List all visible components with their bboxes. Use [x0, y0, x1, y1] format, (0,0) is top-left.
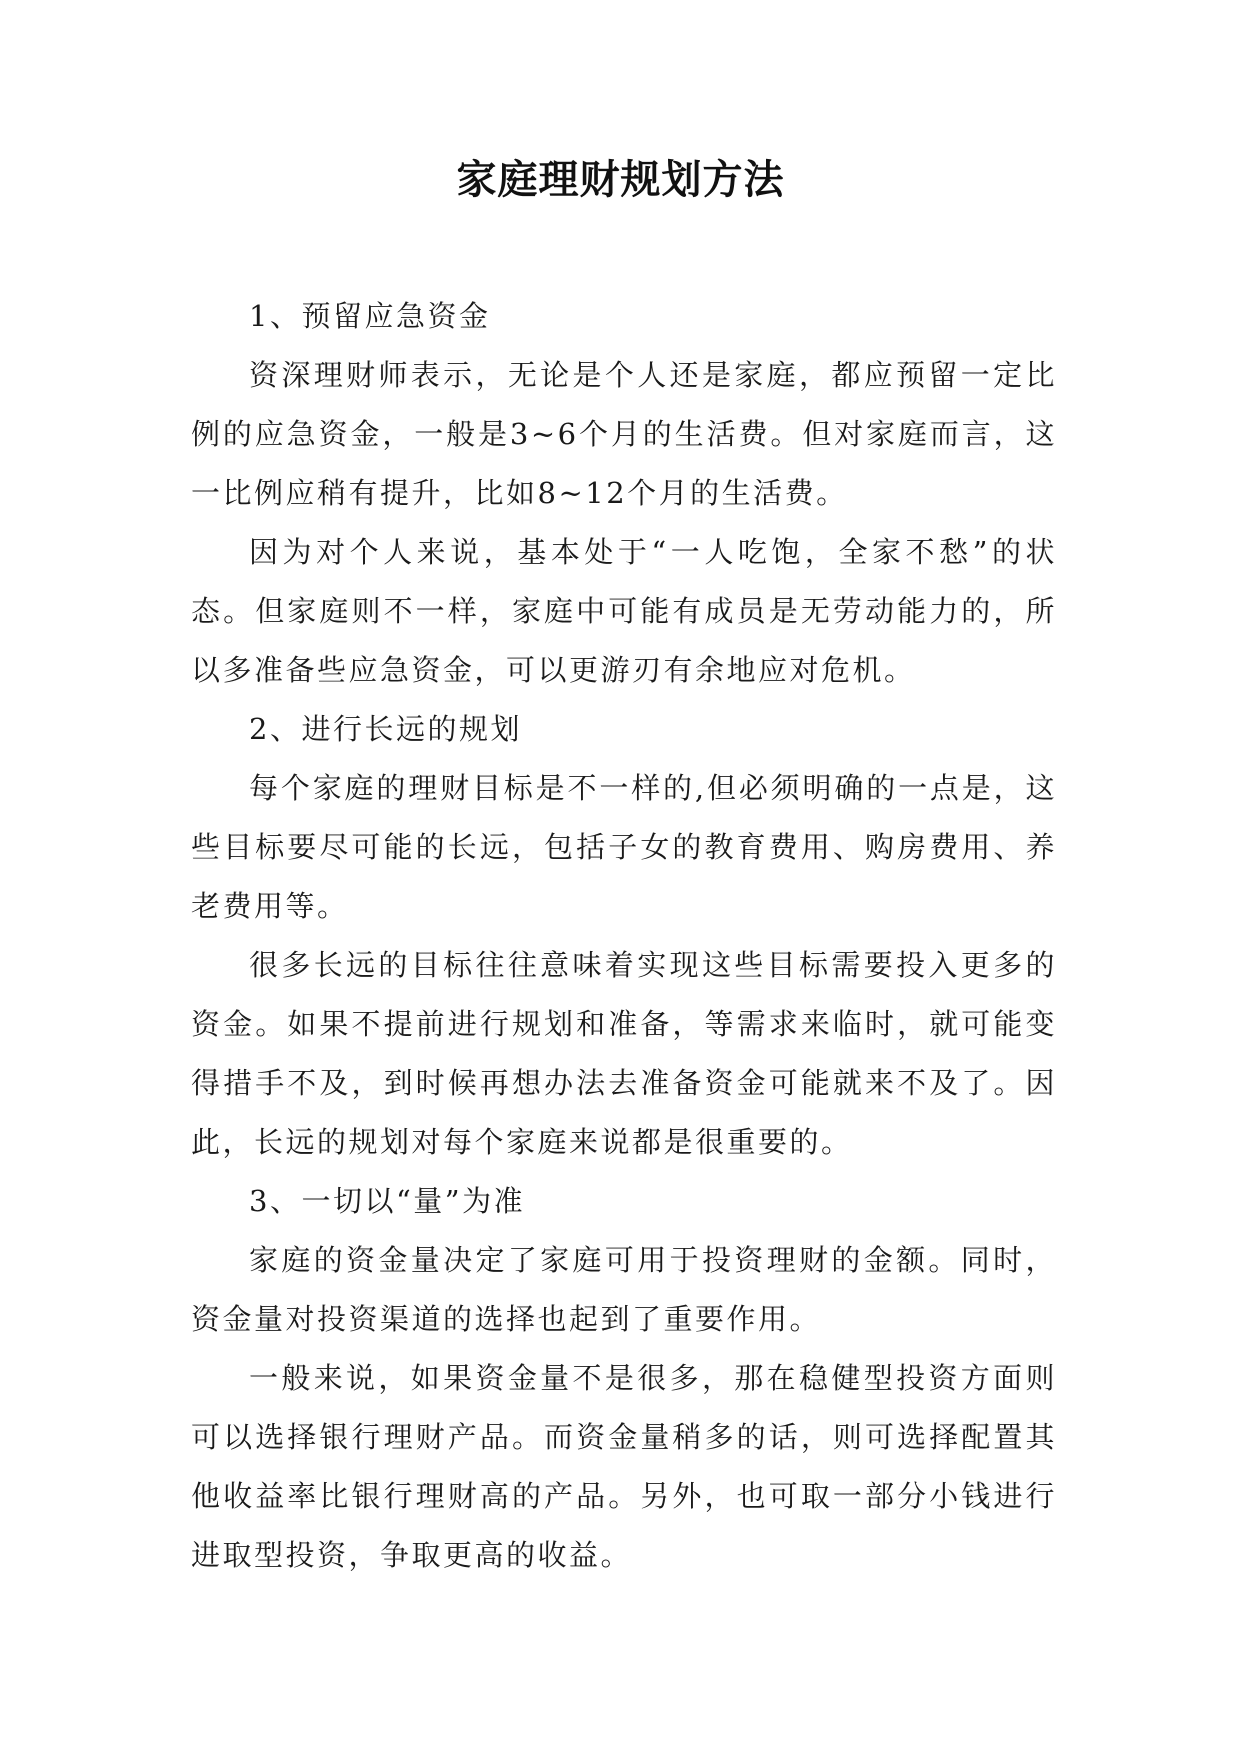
document-body	[191, 287, 1057, 1585]
paragraph: 一般来说，如果资金量不是很多，那在稳健型投资方面则可以选择银行理财产品。而资金量稍多的话，则可选择配置其他收益率比银行理财高的产品。另外，也可取一部分小钱进行进取型投资，争取更高的收益。	[191, 1361, 1057, 1572]
section-heading-3: 3、一切以“量”为准	[249, 1184, 526, 1218]
paragraph: 因为对个人来说，基本处于“一人吃饱，全家不愁”的状态。但家庭则不一样，家庭中可能有成员是无劳动能力的，所以多准备些应急资金，可以更游刃有余地应对危机。	[191, 535, 1057, 687]
document-title: 家庭理财规划方法	[456, 156, 785, 203]
paragraph: 资深理财师表示，无论是个人还是家庭，都应预留一定比例的应急资金，一般是3~6个月的生活费。但对家庭而言，这一比例应稍有提升，比如8~12个月的生活费。	[191, 358, 1057, 510]
section-heading-1: 1、预留应急资金	[249, 299, 491, 333]
paragraph: 家庭的资金量决定了家庭可用于投资理财的金额。同时，资金量对投资渠道的选择也起到了重要作用。	[191, 1243, 1057, 1336]
paragraph: 每个家庭的理财目标是不一样的,但必须明确的一点是，这些目标要尽可能的长远，包括子女的教育费用、购房费用、养老费用等。	[191, 771, 1057, 923]
section-heading-2: 2、进行长远的规划	[249, 712, 522, 746]
paragraph: 很多长远的目标往往意味着实现这些目标需要投入更多的资金。如果不提前进行规划和准备，等需求来临时，就可能变得措手不及，到时候再想办法去准备资金可能就来不及了。因此，长远的规划对每个家庭来说都是很重要的。	[191, 948, 1057, 1159]
